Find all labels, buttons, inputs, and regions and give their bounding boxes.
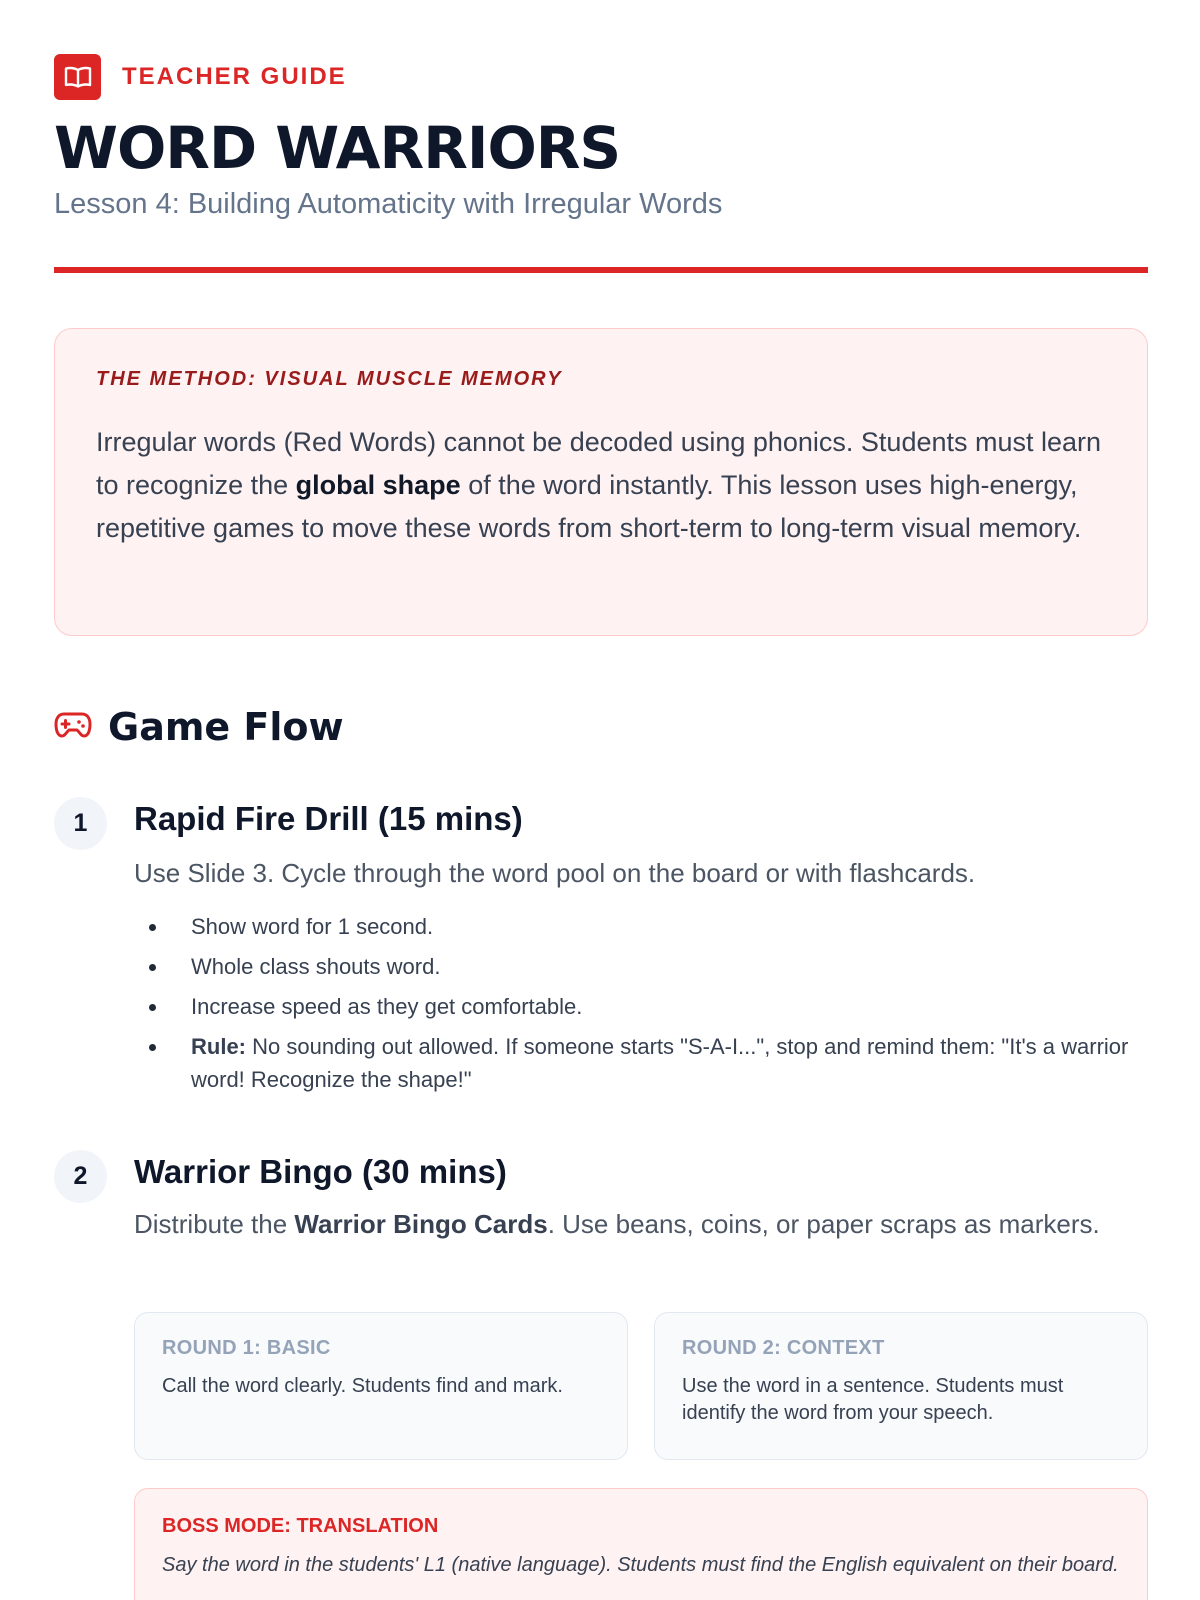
page-subtitle: Lesson 4: Building Automaticity with Irregular Words <box>54 188 723 220</box>
list-item <box>146 1030 1146 1096</box>
guide-eyebrow <box>54 54 347 100</box>
boss-mode-callout <box>134 1488 1148 1600</box>
step-title: Warrior Bingo (30 mins) <box>134 1153 507 1190</box>
step-intro-text: Distribute the <box>134 1209 295 1239</box>
method-body <box>96 421 1107 550</box>
list-item: Show word for 1 second. <box>146 910 1146 943</box>
step-intro: Use Slide 3. Cycle through the word pool on the board or with flashcards. <box>134 858 976 888</box>
list-item: Increase speed as they get comfortable. <box>146 990 1146 1023</box>
method-callout <box>54 328 1148 636</box>
section-title: Game Flow <box>108 705 344 749</box>
eyebrow-label: TEACHER GUIDE <box>122 63 347 90</box>
round-card <box>654 1312 1148 1460</box>
rule-text: No sounding out allowed. If someone starts "S-A-I...", stop and remind them: "It's a warrior word! Recognize the shape!" <box>191 1034 1129 1092</box>
open-book-icon <box>54 54 101 100</box>
step-intro-text-end: . Use beans, coins, or paper scraps as markers. <box>547 1209 1100 1239</box>
method-body-text: Irregular words (Red Words) cannot be decoded using phonics. Students must learn to recognize the <box>96 427 1102 500</box>
boss-heading: BOSS MODE: TRANSLATION <box>162 1515 439 1537</box>
round-heading: ROUND 1: BASIC <box>162 1337 331 1359</box>
header-divider <box>54 267 1148 273</box>
gamepad-icon <box>54 710 92 745</box>
page-title: WORD WARRIORS <box>54 114 621 182</box>
rule-label: Rule: <box>191 1034 246 1059</box>
round-body: Use the word in a sentence. Students must identify the word from your speech. <box>682 1375 1064 1424</box>
method-body-text-end: of the word instantly. This lesson uses high-energy, repetitive games to move these words from short-term to long-term visual memory. <box>96 470 1082 543</box>
boss-body: Say the word in the students' L1 (native language). Students must find the English equivalent on their board. <box>162 1554 1119 1576</box>
game-flow-header <box>54 705 344 749</box>
step-intro <box>134 1204 1114 1244</box>
round-body: Call the word clearly. Students find and mark. <box>162 1375 563 1397</box>
step-number: 2 <box>54 1150 107 1203</box>
method-body-emphasis: global shape <box>295 470 461 500</box>
list-item: Whole class shouts word. <box>146 950 1146 983</box>
step-number: 1 <box>54 797 107 850</box>
method-heading: THE METHOD: VISUAL MUSCLE MEMORY <box>96 368 563 390</box>
round-heading: ROUND 2: CONTEXT <box>682 1337 885 1359</box>
round-card <box>134 1312 628 1460</box>
bingo-cards-name: Warrior Bingo Cards <box>294 1209 548 1239</box>
drill-bullet-list <box>146 910 1146 1103</box>
step-title: Rapid Fire Drill (15 mins) <box>134 800 523 837</box>
